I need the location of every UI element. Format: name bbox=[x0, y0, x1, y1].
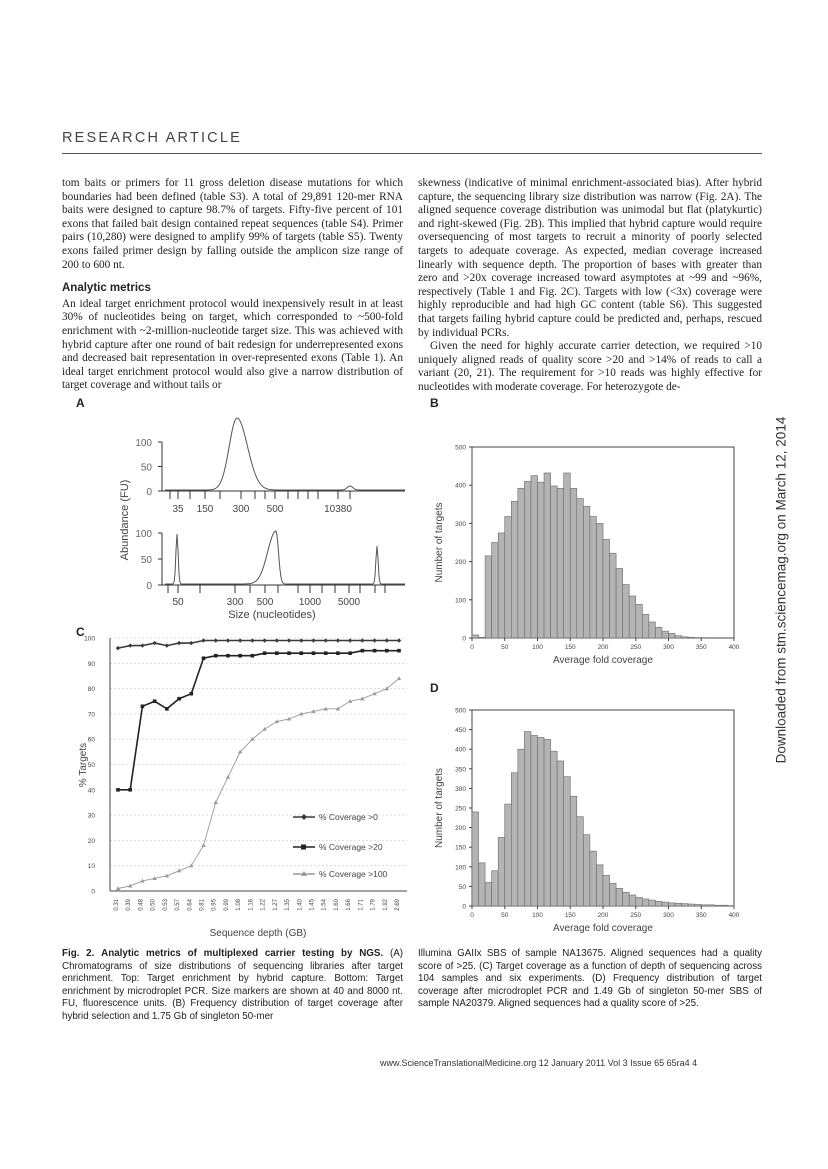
download-sidebar bbox=[771, 400, 791, 780]
panel-b-xtick-label: 350 bbox=[695, 644, 707, 651]
panel-d-bar bbox=[701, 905, 708, 906]
panel-c-xtick-label: 1.71 bbox=[358, 899, 365, 911]
panel-c-point bbox=[348, 651, 352, 655]
panel-d-bar bbox=[616, 888, 623, 906]
panel-d-bar bbox=[603, 875, 610, 906]
panel-d-bar bbox=[524, 732, 531, 906]
panel-d-xtick-label: 50 bbox=[501, 912, 509, 919]
panel-d-bar bbox=[623, 892, 630, 906]
panel-d-bar bbox=[577, 817, 584, 906]
panel-b-bar bbox=[616, 568, 623, 638]
panel-b-xtick-label: 50 bbox=[501, 644, 509, 651]
panel-c-point bbox=[372, 638, 376, 642]
panel-c-point bbox=[226, 638, 230, 642]
panel-b-ytick-label: 500 bbox=[455, 444, 466, 452]
panel-d-xtick-label: 100 bbox=[532, 912, 543, 919]
panel-c-point bbox=[165, 643, 169, 647]
panel-d-ytick-label: 0 bbox=[462, 903, 466, 911]
panel-b-ytick-label: 300 bbox=[455, 520, 466, 528]
panel-d-bar bbox=[642, 899, 649, 906]
panel-c-point bbox=[348, 638, 352, 642]
panel-c-point bbox=[226, 654, 230, 658]
panel-c-point bbox=[275, 638, 279, 642]
panel-a-top-xtick-label: 35 bbox=[172, 504, 184, 515]
panel-c-series-line bbox=[118, 651, 399, 790]
panel-c-xtick-label: 0.99 bbox=[223, 899, 230, 911]
panel-c-xtick-label: 1.22 bbox=[260, 899, 267, 911]
panel-d-bar bbox=[492, 871, 499, 906]
panel-b-bar bbox=[596, 523, 603, 638]
panel-c-point bbox=[214, 638, 218, 642]
panel-b-bar bbox=[570, 488, 577, 638]
caption-title: Analytic metrics of multiplexed carrier testing by NGS. bbox=[101, 948, 384, 959]
panel-b-bar bbox=[636, 604, 643, 638]
panel-b-bar bbox=[505, 517, 512, 638]
panel-c-xtick-label: 1.66 bbox=[346, 899, 353, 911]
panel-d-xtick-label: 400 bbox=[728, 912, 740, 919]
panel-c-point bbox=[116, 646, 120, 650]
panel-c-point bbox=[397, 649, 401, 653]
panel-b-ytick-label: 0 bbox=[462, 635, 466, 643]
panel-d-bar bbox=[662, 902, 669, 906]
panel-a-top-ytick-label: 50 bbox=[140, 462, 152, 474]
panel-c-legend-marker bbox=[301, 845, 306, 850]
panel-d-ytick-label: 400 bbox=[455, 746, 466, 754]
panel-label: C bbox=[76, 625, 85, 639]
panel-a-top-xtick-label: 500 bbox=[266, 504, 284, 515]
panel-b-ytick-label: 100 bbox=[455, 597, 466, 605]
panel-b-bar bbox=[577, 499, 584, 638]
panel-b-bar bbox=[544, 473, 551, 638]
panel-d-bar bbox=[479, 863, 486, 906]
panel-c-xtick-label: 1.79 bbox=[370, 899, 377, 911]
panel-d-bar bbox=[485, 882, 492, 906]
panel-d-ylabel: Number of targets bbox=[434, 767, 445, 849]
panel-c-point bbox=[202, 656, 206, 660]
panel-c-point bbox=[324, 651, 328, 655]
panel-c-xtick-label: 0.64 bbox=[187, 899, 194, 911]
panel-d-bar bbox=[721, 905, 728, 906]
panel-c-xlabel: Sequence depth (GB) bbox=[209, 928, 307, 939]
panel-c-point bbox=[299, 651, 303, 655]
panel-c-xtick-label: 0.81 bbox=[199, 899, 206, 911]
panel-c-point bbox=[323, 638, 327, 642]
panel-a-bottom-xtick-label: 1000 bbox=[298, 597, 322, 608]
panel-b-xtick-label: 200 bbox=[597, 644, 609, 651]
panel-c-point bbox=[238, 654, 242, 658]
panel-b-bar bbox=[675, 636, 682, 638]
panel-b-bar bbox=[610, 553, 617, 638]
panel-d-bar bbox=[564, 777, 571, 906]
panel-c-point bbox=[214, 654, 218, 658]
panel-c-ytick-label: 60 bbox=[87, 736, 95, 744]
panel-d-bar bbox=[714, 905, 721, 906]
panel-c-xtick-label: 1.54 bbox=[321, 899, 328, 911]
panel-c-point bbox=[190, 692, 194, 696]
panel-c-legend-label: % Coverage >20 bbox=[319, 842, 383, 852]
panel-b-bar bbox=[682, 637, 689, 638]
panel-c-point bbox=[177, 641, 181, 645]
panel-c-point bbox=[116, 788, 120, 792]
panel-c-point bbox=[287, 638, 291, 642]
panel-d-bar bbox=[570, 796, 577, 906]
panel-b-bar bbox=[642, 614, 649, 638]
panel-d-xtick-label: 350 bbox=[695, 912, 707, 919]
panel-a-top-xtick-label: 300 bbox=[232, 504, 250, 515]
panel-c-xtick-label: 1.27 bbox=[272, 899, 279, 911]
panel-c-xtick-label: 0.57 bbox=[175, 899, 182, 911]
panel-d-bar bbox=[505, 804, 512, 906]
panel-d-bar bbox=[590, 851, 597, 906]
panel-d-bar bbox=[544, 739, 551, 906]
panel-c-point bbox=[250, 638, 254, 642]
caption-right-text: Illumina GAIIx SBS of sample NA13675. Aligned sequences had a quality score of >25. (C) Target coverage as a function of depth of sequencing across 104 samples and six experiments. (D) Frequency distribution of target coverage after microdroplet PCR and 1.49 Gb of singleton 50-mer SBS of sample NA20379. Aligned sequences had a quality score of >25. bbox=[418, 948, 762, 1010]
panel-a-bottom-xtick-label: 50 bbox=[172, 597, 184, 608]
panel-d-bar bbox=[669, 903, 676, 906]
download-note: Downloaded from stm.sciencemag.org on March 12, 2014 bbox=[773, 416, 789, 764]
panel-c-ytick-label: 50 bbox=[87, 762, 95, 769]
panel-d-ytick-label: 450 bbox=[455, 727, 466, 735]
panel-b-bar bbox=[511, 501, 518, 638]
header-rule bbox=[62, 153, 762, 154]
panel-b-histogram bbox=[434, 445, 740, 667]
panel-d-histogram bbox=[434, 708, 740, 935]
panel-b-bar bbox=[524, 481, 531, 638]
panel-d-bar bbox=[596, 865, 603, 906]
panel-a-bottom-xtick-label: 300 bbox=[226, 597, 244, 608]
panel-c-ytick-label: 90 bbox=[87, 660, 95, 668]
panel-c-point bbox=[262, 727, 266, 731]
panel-b-bar bbox=[623, 585, 630, 638]
panel-d-ytick-label: 250 bbox=[455, 805, 466, 813]
panel-d-xtick-label: 200 bbox=[597, 912, 609, 919]
panel-c-xtick-label: 1.60 bbox=[333, 899, 340, 911]
panel-b-bar bbox=[662, 631, 669, 638]
right-column bbox=[418, 177, 762, 395]
panel-b-bar bbox=[538, 482, 545, 638]
panel-c-point bbox=[226, 775, 230, 779]
panel-c-legend-label: % Coverage >0 bbox=[319, 812, 378, 822]
panel-c-xtick-label: 1.92 bbox=[382, 899, 389, 911]
panel-label: B bbox=[430, 396, 439, 410]
panel-b-bar bbox=[485, 556, 492, 638]
panel-b-xtick-label: 100 bbox=[532, 644, 543, 651]
panel-d-xtick-label: 250 bbox=[630, 912, 642, 919]
panel-c-xtick-label: 1.40 bbox=[297, 899, 304, 911]
panel-c-xtick-label: 0.53 bbox=[162, 899, 169, 911]
panel-c-point bbox=[397, 638, 401, 642]
panel-c-point bbox=[275, 651, 279, 655]
panel-c-xtick-label: 0.95 bbox=[211, 899, 218, 911]
panel-d-bar bbox=[518, 749, 525, 906]
panel-a-bottom-xtick-label: 500 bbox=[256, 597, 274, 608]
panel-c-ytick-label: 100 bbox=[84, 635, 95, 643]
panel-a-top-xtick-label: 10380 bbox=[324, 504, 352, 515]
panel-c-point bbox=[312, 651, 316, 655]
panel-d-bar bbox=[682, 904, 689, 906]
panel-c-xtick-label: 0.31 bbox=[114, 899, 120, 911]
panel-c-xtick-label: 0.39 bbox=[126, 899, 133, 911]
panel-b-ytick-label: 400 bbox=[455, 482, 466, 490]
panel-a-top-trace bbox=[165, 418, 405, 490]
panel-d-xtick-label: 150 bbox=[564, 912, 576, 919]
panel-b-bar bbox=[551, 486, 558, 638]
panel-c-ytick-label: 80 bbox=[87, 686, 95, 694]
panel-c-point bbox=[361, 649, 365, 653]
panel-d-bar bbox=[629, 895, 636, 906]
panel-d-bar bbox=[688, 904, 695, 906]
panel-c-point bbox=[336, 638, 340, 642]
panel-b-bar bbox=[472, 635, 479, 638]
panel-c-point bbox=[201, 638, 205, 642]
left-para-1: tom baits or primers for 11 gross deletion disease mutations for which boundaries had been defined (table S3). A total of 29,891 120-mer RNA baits were designed to capture 98.7% of targets. Fifty-five percent of 101 exons that failed bait design contained repeat sequences (table S4). Primer pairs (10,280) were designed to amplify 99% of targets (table S5). Twenty exons failed primer design by falling outside the amplicon size range of 200 to 600 nt. bbox=[62, 177, 403, 271]
panel-label: D bbox=[430, 681, 439, 695]
panel-b-bar bbox=[649, 622, 656, 638]
panel-d-bar bbox=[551, 751, 558, 906]
panel-c-xtick-label: 1.45 bbox=[309, 899, 316, 911]
panel-b-xtick-label: 400 bbox=[728, 644, 740, 651]
panel-b-bar bbox=[688, 637, 695, 638]
panel-c-point bbox=[177, 697, 181, 701]
panel-c-legend-label: % Coverage >100 bbox=[319, 869, 388, 879]
panel-d-bar bbox=[472, 812, 479, 906]
caption-left bbox=[62, 948, 403, 1024]
panel-b-bar bbox=[531, 476, 538, 638]
panel-a-bottom-ytick-label: 0 bbox=[146, 581, 152, 592]
panel-b-xtick-label: 150 bbox=[564, 644, 576, 651]
panel-a-top-xtick-label: 150 bbox=[196, 504, 214, 515]
panel-b-bar bbox=[655, 627, 662, 638]
panel-c-point bbox=[189, 864, 193, 868]
panel-d-bar bbox=[511, 773, 518, 906]
caption-right bbox=[418, 948, 762, 1011]
panel-d-ytick-label: 150 bbox=[455, 844, 466, 852]
panel-d-bar bbox=[655, 901, 662, 906]
panel-c-point bbox=[263, 651, 267, 655]
panel-d-ytick-label: 50 bbox=[458, 883, 466, 891]
caption-lead: Fig. 2. bbox=[62, 948, 95, 959]
left-column bbox=[62, 177, 403, 393]
panel-b-bar bbox=[564, 473, 571, 638]
panel-c-series-line bbox=[118, 641, 399, 649]
panel-c-ytick-label: 10 bbox=[87, 863, 95, 871]
panel-c-xtick-label: 2.69 bbox=[395, 899, 401, 911]
section-heading: Analytic metrics bbox=[62, 282, 151, 295]
panel-c-xtick-label: 0.50 bbox=[150, 899, 157, 911]
panel-b-xtick-label: 0 bbox=[470, 644, 474, 651]
panel-c-point bbox=[140, 643, 144, 647]
panel-b-xtick-label: 300 bbox=[663, 644, 674, 651]
panel-d-bar bbox=[708, 905, 715, 906]
panel-b-bar bbox=[518, 488, 525, 638]
left-para-2: An ideal target enrichment protocol would inexpensively result in at least 30% of nucleotides being on target, which corresponded to ~500-fold enrichment with ~2-million-nucleotide target size. This was achieved with hybrid capture after one round of bait redesign for underrepresented exons and decreased bait representation in over-represented exons (Table 1). An ideal target enrichment protocol would also give a narrow distribution of target coverage and without tails or bbox=[62, 297, 403, 392]
panel-d-bar bbox=[531, 735, 538, 906]
panel-d-bar bbox=[583, 835, 590, 906]
panel-a-chromatograms bbox=[119, 418, 405, 621]
panel-c-point bbox=[299, 638, 303, 642]
panel-d-xtick-label: 300 bbox=[663, 912, 674, 919]
panel-c-point bbox=[360, 638, 364, 642]
panel-c-ytick-label: 30 bbox=[87, 812, 95, 820]
panel-b-bar bbox=[669, 633, 676, 638]
panel-c-point bbox=[201, 843, 205, 847]
panel-c-ylabel: % Targets bbox=[78, 742, 89, 788]
panel-d-bar bbox=[695, 904, 702, 906]
panel-a-ylabel: Abundance (FU) bbox=[119, 479, 131, 561]
page-footer: www.ScienceTranslationalMedicine.org 12 January 2011 Vol 3 Issue 65 65ra4 4 bbox=[380, 1058, 698, 1068]
panel-c-point bbox=[189, 641, 193, 645]
panel-c-point bbox=[141, 705, 145, 709]
figure-2 bbox=[60, 395, 760, 940]
panel-c-point bbox=[336, 651, 340, 655]
panel-b-bar bbox=[590, 517, 597, 638]
panel-d-ytick-label: 300 bbox=[455, 785, 466, 793]
panel-c-point bbox=[262, 638, 266, 642]
panel-b-bar bbox=[603, 539, 610, 638]
panel-c-ytick-label: 40 bbox=[87, 787, 95, 795]
panel-b-bar bbox=[629, 596, 636, 638]
panel-a-top-ytick-label: 0 bbox=[146, 487, 152, 498]
panel-d-bar bbox=[675, 903, 682, 906]
caption-left-text: (A) Chromatograms of size distributions of sequencing libraries after target enrichment. Top: Target enrichment by hybrid capture. Bottom: Target enrichment by microdroplet PCR. Size markers are shown at 40 and 8000 nt. FU, fluorescence units. (B) Frequency distribution of target coverage after hybrid selection and 1.75 Gb of singleton 50-mer bbox=[62, 948, 403, 1022]
panel-b-ytick-label: 200 bbox=[455, 559, 466, 567]
panel-a-xlabel: Size (nucleotides) bbox=[228, 609, 316, 621]
panel-a-bottom-trace bbox=[165, 531, 405, 584]
panel-c-point bbox=[152, 641, 156, 645]
panel-d-bar bbox=[538, 737, 545, 906]
panel-d-xtick-label: 0 bbox=[470, 912, 474, 919]
panel-b-bar bbox=[492, 543, 499, 639]
panel-b-xlabel: Average fold coverage bbox=[553, 655, 653, 666]
panel-d-bar bbox=[649, 900, 656, 906]
panel-d-bar bbox=[557, 761, 564, 906]
panel-label: A bbox=[76, 396, 85, 410]
panel-b-ylabel: Number of targets bbox=[434, 502, 445, 583]
panel-a-top-ytick-label: 100 bbox=[135, 438, 152, 449]
panel-c-point bbox=[214, 800, 218, 804]
panel-c-point bbox=[397, 676, 401, 680]
panel-a-bottom-xtick-label: 5000 bbox=[337, 597, 361, 608]
panel-c-point bbox=[311, 638, 315, 642]
panel-c-point bbox=[385, 649, 389, 653]
panel-d-xlabel: Average fold coverage bbox=[553, 923, 653, 934]
panel-a-bottom-ytick-label: 100 bbox=[135, 529, 152, 540]
panel-d-bar bbox=[636, 897, 643, 906]
panel-d-ytick-label: 350 bbox=[455, 766, 466, 774]
section-header: RESEARCH ARTICLE bbox=[62, 130, 242, 146]
panel-c-point bbox=[251, 654, 255, 658]
panel-b-bar bbox=[479, 637, 486, 638]
panel-c-ytick-label: 20 bbox=[87, 837, 95, 845]
panel-b-xtick-label: 250 bbox=[630, 644, 642, 651]
panel-d-bar bbox=[498, 837, 505, 906]
panel-a-bottom-ytick-label: 50 bbox=[140, 555, 152, 566]
panel-b-bar bbox=[498, 533, 505, 638]
panel-c-point bbox=[373, 649, 377, 653]
panel-c-ytick-label: 70 bbox=[87, 711, 95, 719]
panel-c-point bbox=[165, 707, 169, 711]
right-para-1: skewness (indicative of minimal enrichment-associated bias). After hybrid capture, the sequencing library size distribution was narrow (Fig. 2A). The aligned sequence coverage distribution was unimodal but flat (platykurtic) and right-skewed (Fig. 2B). This implied that hybrid capture would require oversequencing of most targets to recruit a minority of poorly selected targets to adequate coverage. As expected, median coverage increased linearly with sequence depth. The proportion of bases with greater than zero and >20x coverage increased toward asymptotes at ~99 and ~96%, respectively (Table 1 and Fig. 2C). Targets with low (<3x) coverage were highly reproducible and had high GC content (table S6). This suggested that targets failing hybrid capture could be predicted and, perhaps, rescued by individual PCRs. bbox=[418, 177, 762, 339]
panel-d-ytick-label: 100 bbox=[455, 864, 466, 872]
panel-d-ytick-label: 200 bbox=[455, 825, 466, 833]
panel-c-xtick-label: 1.08 bbox=[236, 899, 243, 911]
panel-c-point bbox=[153, 699, 157, 703]
panel-d-ytick-label: 500 bbox=[455, 707, 466, 715]
panel-b-bar bbox=[557, 488, 564, 638]
panel-c-xtick-label: 1.35 bbox=[285, 899, 292, 911]
panel-d-bar bbox=[610, 883, 617, 906]
panel-c-series-line bbox=[118, 679, 399, 889]
panel-c-ytick-label: 0 bbox=[91, 888, 95, 896]
panel-c-point bbox=[287, 651, 291, 655]
panel-c-coverage-lines bbox=[78, 636, 407, 940]
panel-c-point bbox=[128, 643, 132, 647]
panel-b-bar bbox=[583, 506, 590, 638]
right-para-2: Given the need for highly accurate carrier detection, we required >10 uniquely aligned reads of quality score >20 and >14% of reads to call a variant (20, 21). The requirement for >10 reads was highly effective for nucleotides with moderate coverage. For heterozygote de- bbox=[418, 340, 762, 393]
panel-c-point bbox=[128, 788, 132, 792]
panel-c-point bbox=[238, 638, 242, 642]
panel-c-xtick-label: 0.48 bbox=[138, 899, 145, 911]
panel-c-point bbox=[385, 638, 389, 642]
panel-c-xtick-label: 1.16 bbox=[248, 899, 255, 911]
